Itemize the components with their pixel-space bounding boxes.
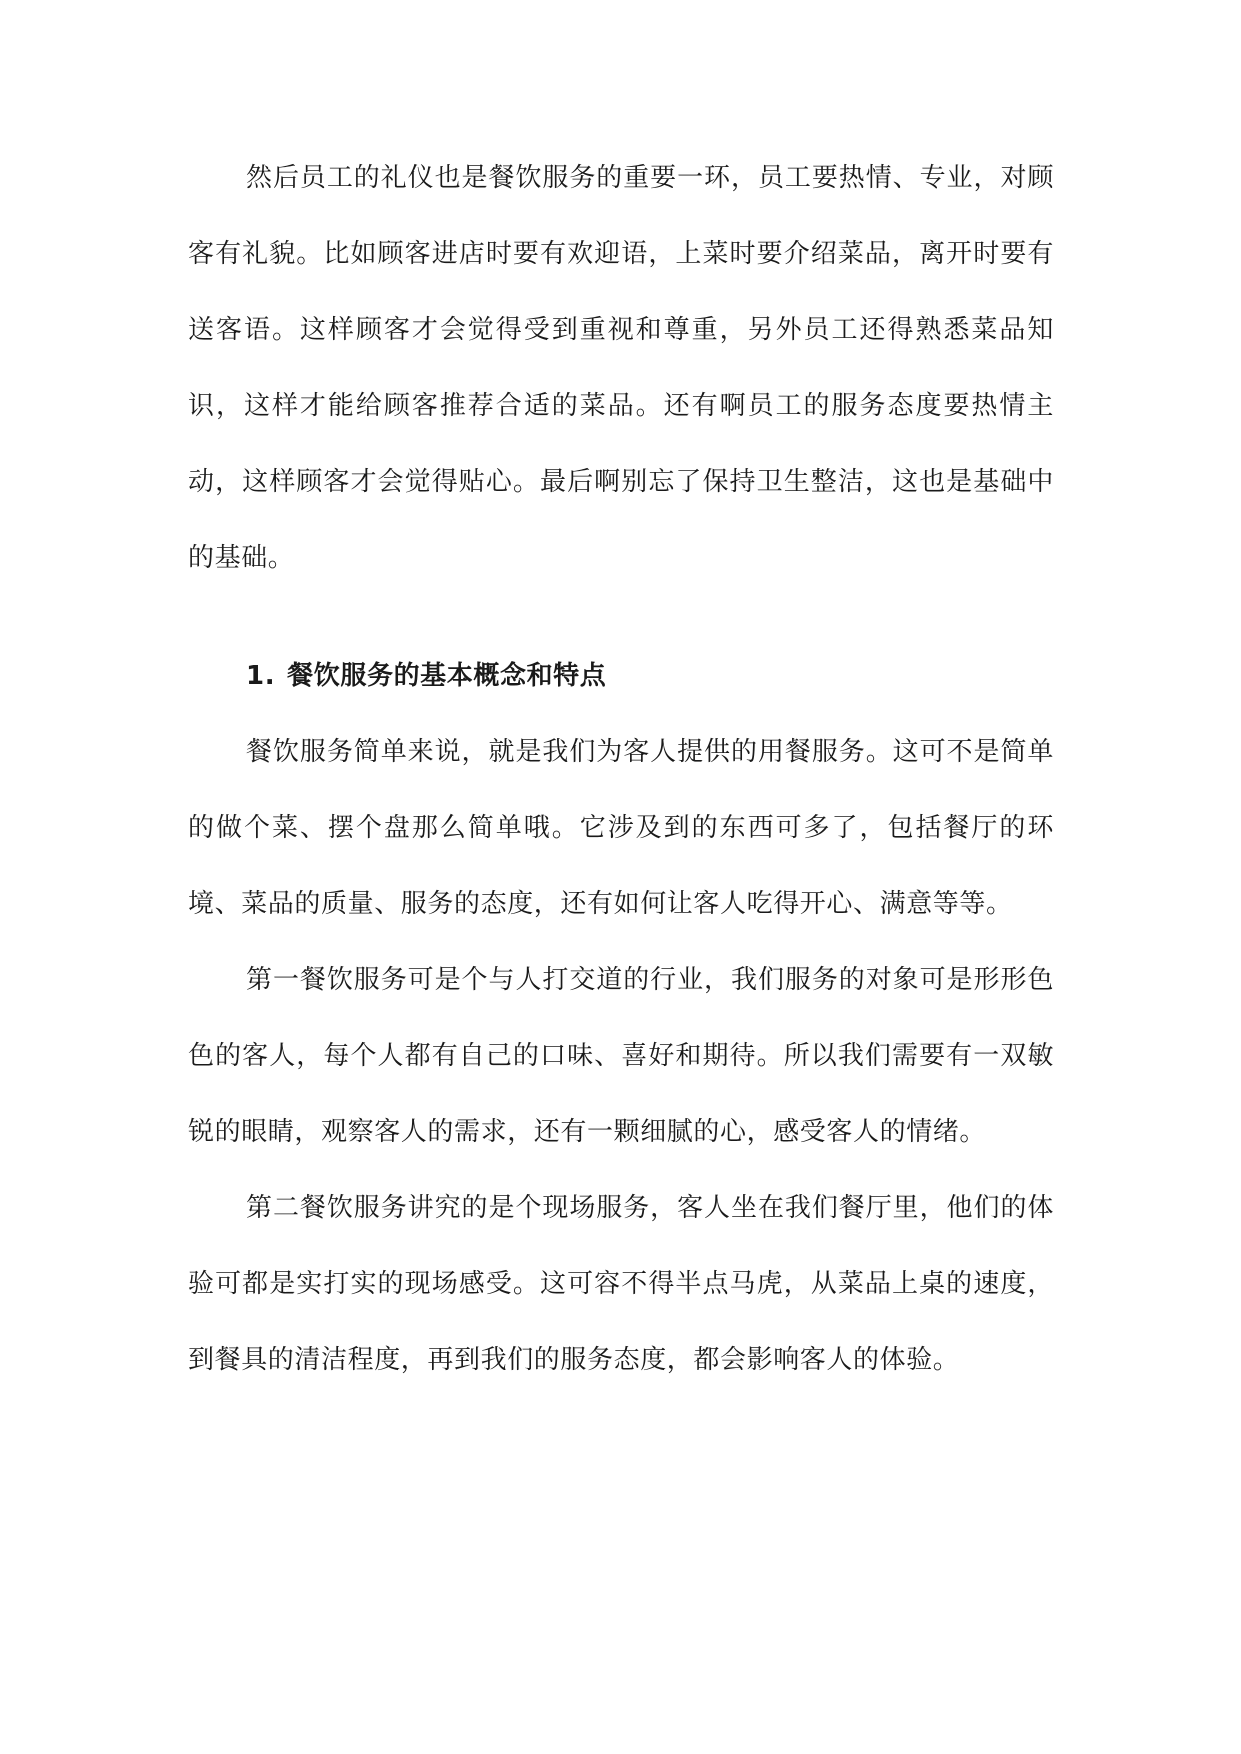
section-title: 餐饮服务的基本概念和特点: [287, 661, 607, 691]
section-number: 1.: [246, 661, 276, 691]
paragraph-staff-etiquette: 然后员工的礼仪也是餐饮服务的重要一环，员工要热情、专业，对顾客有礼貌。比如顾客进店时要有欢迎语，上菜时要介绍菜品，离开时要有送客语。这样顾客才会觉得受到重视和尊重，另外员工还得熟悉菜品知识，这样才能给顾客推荐合适的菜品。还有啊员工的服务态度要热情主动，这样顾客才会觉得贴心。最后啊别忘了保持卫生整洁，这也是基础中的基础。: [188, 163, 1054, 573]
paragraph-second-feature: 第二餐饮服务讲究的是个现场服务，客人坐在我们餐厅里，他们的体验可都是实打实的现场感受。这可容不得半点马虎，从菜品上桌的速度，到餐具的清洁程度，再到我们的服务态度，都会影响客人的体验。: [188, 1193, 1054, 1375]
paragraph-definition: 餐饮服务简单来说，就是我们为客人提供的用餐服务。这可不是简单的做个菜、摆个盘那么简单哦。它涉及到的东西可多了，包括餐厅的环境、菜品的质量、服务的态度，还有如何让客人吃得开心、满意等等。: [188, 737, 1054, 919]
paragraph-first-feature: 第一餐饮服务可是个与人打交道的行业，我们服务的对象可是形形色色的客人，每个人都有自己的口味、喜好和期待。所以我们需要有一双敏锐的眼睛，观察客人的需求，还有一颗细腻的心，感受客人的情绪。: [188, 965, 1054, 1147]
section-heading: [188, 638, 1054, 714]
document-body: [188, 140, 1054, 1398]
